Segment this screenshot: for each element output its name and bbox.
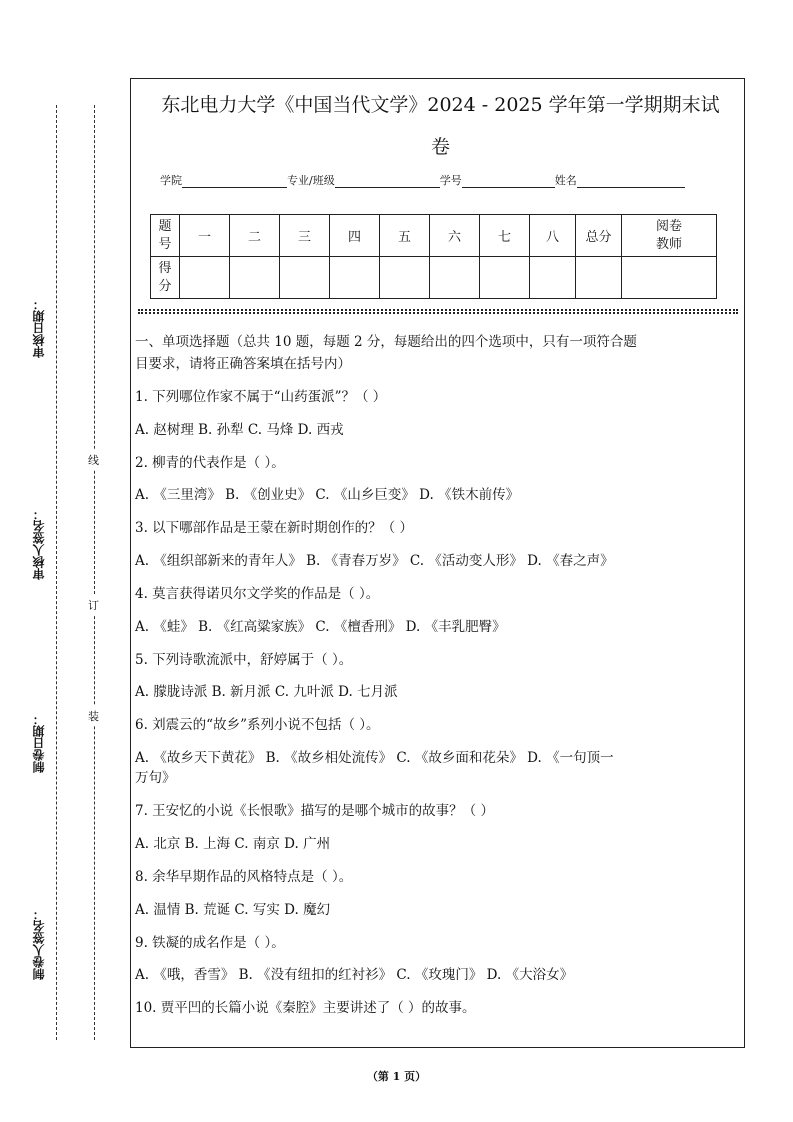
college-field[interactable] — [182, 173, 287, 188]
name-label: 姓名 — [554, 174, 577, 187]
college-label: 学院 — [160, 174, 182, 187]
question-8: 8. 余华早期作品的风格特点是（ ）。 — [135, 869, 353, 885]
major-label: 专业/班级 — [287, 174, 335, 187]
dotted-divider — [138, 309, 738, 311]
options-6-cont: 万句》 — [135, 770, 176, 786]
options-4: A. 《蛙》 B. 《红高粱家族》 C. 《檀香刑》 D. 《丰乳肥臀》 — [135, 619, 506, 635]
make-sign-label: 制卷人签名： — [30, 905, 47, 983]
question-10: 10. 贾平凹的长篇小说《秦腔》主要讲述了（ ）的故事。 — [135, 1000, 476, 1016]
binding-line-outer — [56, 105, 57, 1040]
question-7: 7. 王安忆的小说《长恨歌》描写的是哪个城市的故事？（ ） — [135, 803, 494, 819]
options-5: A. 朦胧诗派 B. 新月派 C. 九叶派 D. 七月派 — [135, 684, 398, 700]
question-1: 1. 下列哪位作家不属于“山药蛋派”？（ ） — [135, 389, 387, 405]
question-9: 9. 铁凝的成名作是（ ）。 — [135, 935, 285, 951]
options-6: A. 《故乡天下黄花》 B. 《故乡相处流传》 C. 《故乡面和花朵》 D. 《一句顶一 — [135, 750, 614, 766]
options-7: A. 北京 B. 上海 C. 南京 D. 广州 — [135, 836, 331, 852]
question-2: 2. 柳青的代表作是（ ）。 — [135, 455, 285, 471]
question-3: 3. 以下哪部作品是王蒙在新时期创作的？（ ） — [135, 520, 413, 536]
options-8: A. 温情 B. 荒诞 C. 写实 D. 魔幻 — [135, 902, 331, 918]
name-field[interactable] — [577, 173, 685, 188]
student-info-row — [160, 172, 685, 188]
question-4: 4. 莫言获得诺贝尔文学奖的作品是（ ）。 — [135, 586, 380, 602]
options-9: A. 《哦，香雪》 B. 《没有纽扣的红衬衫》 C. 《玫瑰门》 D. 《大浴女》 — [135, 967, 574, 983]
options-1: A. 赵树理 B. 孙犁 C. 马烽 D. 西戎 — [135, 422, 344, 438]
binding-line-inner — [94, 105, 95, 1040]
id-field[interactable] — [462, 173, 555, 188]
make-date-label: 制卷日期： — [30, 710, 47, 776]
question-6: 6. 刘震云的“故乡”系列小说不包括（ ）。 — [135, 717, 380, 733]
binding-xian: 线 — [88, 450, 99, 470]
binding-ding: 订 — [88, 595, 99, 615]
options-2: A. 《三里湾》 B. 《创业史》 C. 《山乡巨变》 D. 《铁木前传》 — [135, 487, 520, 503]
score-table: 题 号 一 二 三 四 五 六 七 八 总分 阅卷 教师 得 分 — [150, 214, 717, 299]
audit-date-label: 审核日期： — [30, 295, 47, 361]
options-3: A. 《组织部新来的青年人》 B. 《青春万岁》 C. 《活动变人形》 D. 《春之声》 — [135, 553, 614, 569]
audit-sign-label: 审核人签名： — [30, 505, 47, 583]
page-number: （第 1 页） — [366, 1070, 427, 1083]
binding-zhuang: 装 — [88, 706, 99, 726]
section-heading: 一、单项选择题（总共 10 题，每题 2 分，每题给出的四个选项中，只有一项符合题 目要求，请将正确答案填在括号内） — [135, 334, 637, 372]
question-5: 5. 下列诗歌流派中，舒婷属于（ ）。 — [135, 652, 353, 668]
id-label: 学号 — [439, 174, 462, 187]
dotted-divider — [138, 312, 738, 314]
major-field[interactable] — [335, 173, 440, 188]
exam-title: 东北电力大学《中国当代文学》2024 - 2025 学年第一学期期末试 卷 — [161, 94, 720, 158]
